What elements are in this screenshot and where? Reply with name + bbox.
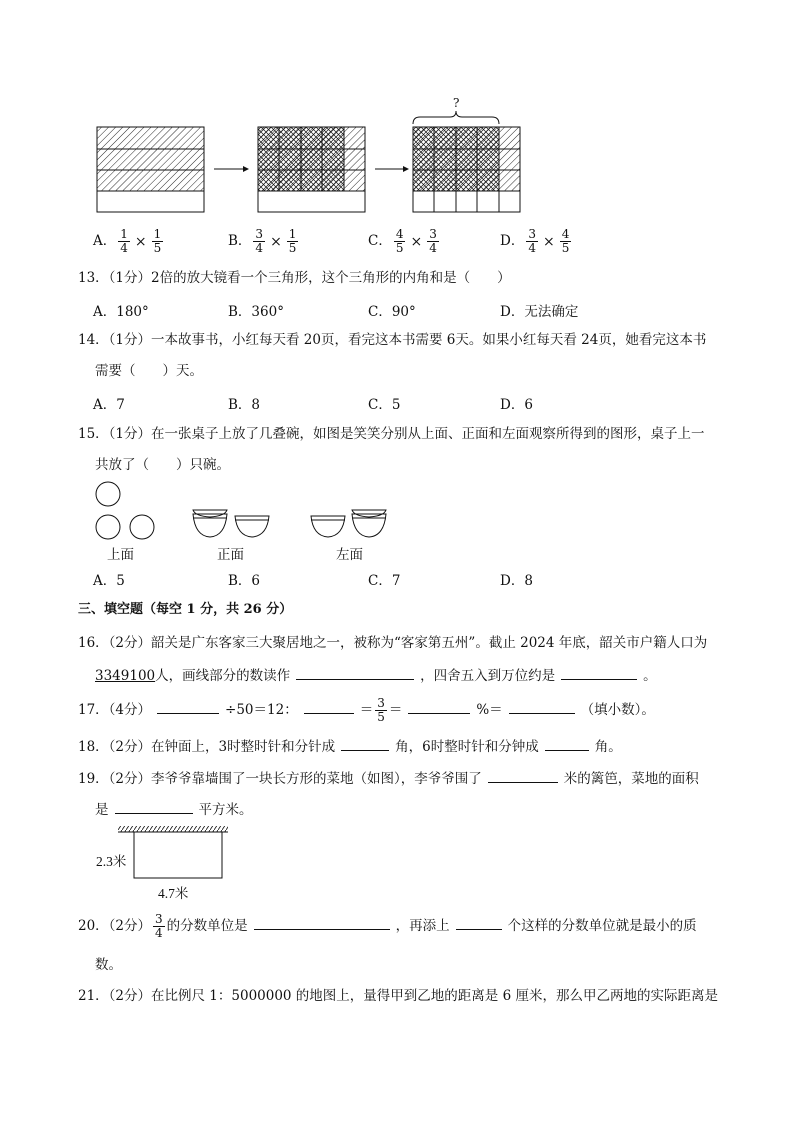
height-label: 2.3米 (96, 854, 127, 869)
blank-angle-6[interactable] (545, 736, 589, 751)
wall (118, 826, 228, 832)
fraction: $\frac{1}{4}$ (120, 227, 128, 255)
times-sign: × (542, 233, 555, 250)
fraction-grid-diagram (96, 97, 526, 215)
grid-panel-3 (413, 97, 520, 212)
garden-rect (134, 832, 222, 878)
option-letter: A． (93, 233, 117, 249)
blank-reading[interactable] (296, 665, 414, 680)
q12-option-c[interactable] (368, 228, 441, 255)
question-mark-label: ? (453, 97, 460, 110)
fraction: $\frac{3}{4}$ (528, 227, 536, 255)
blank-decimal[interactable] (509, 699, 575, 714)
blank-dividend[interactable] (157, 699, 219, 714)
width-label: 4.7米 (158, 886, 189, 901)
q14-question: 14．（1分）一本故事书，小红每天看 20页，看完这本书需要 6天。如果小红每天看 24页，她看完这本书 (78, 332, 707, 348)
q13-option-a[interactable]: A．180° (93, 304, 149, 320)
top-view (96, 482, 154, 539)
q19-question: 19．（2分）李爷爷靠墙围了一块长方形的菜地（如图），李爷爷围了 米的篱笆，菜地的面积 (78, 768, 699, 789)
grid-panel-2 (258, 127, 365, 212)
view-label-front: 正面 (217, 547, 244, 563)
fraction: $\frac{3}{5}$ (377, 696, 385, 724)
fraction: $\frac{3}{4}$ (255, 227, 264, 255)
times-sign: × (270, 233, 282, 250)
underlined-number: 3349100 (95, 668, 156, 684)
fraction: $\frac{3}{4}$ (155, 912, 163, 940)
times-sign: × (410, 233, 423, 250)
option-letter: B． (228, 233, 252, 249)
bowl-views-diagram (92, 480, 392, 542)
blank-rounded[interactable] (561, 665, 637, 680)
front-view (193, 510, 269, 537)
fraction: $\frac{1}{5}$ (153, 227, 162, 255)
left-view (311, 510, 386, 537)
blank-angle-3[interactable] (341, 736, 389, 751)
grid-panel-1 (97, 127, 204, 212)
view-label-top: 上面 (107, 547, 134, 563)
q15-option-c[interactable]: C．7 (368, 573, 401, 589)
blank-count[interactable] (456, 915, 502, 930)
q16-question-cont: 3349100人，画线部分的数读作 ，四舍五入到万位约是 。 (95, 665, 657, 686)
blank-percent[interactable] (408, 699, 470, 714)
arrow-icon (214, 166, 249, 172)
q15-option-b[interactable]: B．6 (228, 573, 261, 589)
times-sign: × (134, 233, 147, 250)
q12-option-b[interactable] (228, 228, 300, 255)
q18-question: 18．（2分）在钟面上，3时整时针和分针成 角，6时整时针和分钟成 角。 (78, 736, 622, 757)
blank-unit[interactable] (254, 915, 390, 930)
option-letter: D． (500, 233, 525, 249)
q13-question: 13．（1分）2倍的放大镜看一个三角形，这个三角形的内角和是（ ） (78, 270, 511, 286)
q13-option-c[interactable]: C．90° (368, 304, 416, 320)
brace (413, 111, 499, 124)
option-letter: C． (368, 233, 392, 249)
fraction: $\frac{4}{5}$ (395, 227, 404, 255)
q12-option-d[interactable] (500, 228, 573, 255)
blank-ratio[interactable] (304, 699, 354, 714)
fraction: $\frac{3}{4}$ (429, 227, 437, 255)
q12-option-a[interactable] (93, 228, 165, 255)
fraction: $\frac{1}{5}$ (288, 227, 297, 255)
q16-question: 16．（2分）韶关是广东客家三大聚居地之一，被称为“客家第五州”。截止 2024 年底，韶关市户籍人口为 (78, 635, 708, 651)
q14-option-d[interactable]: D．6 (500, 397, 533, 413)
q15-question-cont: 共放了（ ）只碗。 (95, 457, 230, 473)
fraction: $\frac{4}{5}$ (561, 227, 570, 255)
garden-diagram (114, 824, 234, 884)
blank-area[interactable] (115, 799, 193, 814)
q15-option-d[interactable]: D．8 (500, 573, 533, 589)
q15-question: 15．（1分）在一张桌子上放了几叠碗，如图是笑笑分别从上面、正面和左面观察所得到的图形，桌子上一 (78, 426, 705, 442)
section-heading: 三、填空题（每空 1 分，共 26 分） (78, 602, 293, 617)
q14-question-cont: 需要（ ）天。 (95, 363, 203, 379)
q13-option-b[interactable]: B．360° (228, 304, 284, 320)
arrow-icon (375, 166, 409, 172)
q21-question: 21．（2分）在比例尺 1：5000000 的地图上，量得甲到乙地的距离是 6 厘米，那么甲乙两地的实际距离是 (78, 988, 718, 1004)
view-label-left: 左面 (336, 547, 363, 563)
q17-question: 17．（4分） ÷50＝12： ＝ $\frac{3}{5}$ ＝ %＝ （填小数）。 (78, 696, 655, 724)
q14-option-a[interactable]: A．7 (93, 397, 125, 413)
blank-fence[interactable] (488, 768, 558, 783)
q20-question: 20．（2分） $\frac{3}{4}$ 的分数单位是 ，再添上 个这样的分数单位就是最小的质 (78, 912, 697, 940)
q14-option-c[interactable]: C．5 (368, 397, 401, 413)
q20-question-cont: 数。 (95, 957, 122, 973)
q13-option-d[interactable]: D．无法确定 (500, 304, 579, 320)
q15-option-a[interactable]: A．5 (93, 573, 125, 589)
q14-option-b[interactable]: B．8 (228, 397, 261, 413)
q19-question-cont: 是 平方米。 (95, 799, 253, 820)
